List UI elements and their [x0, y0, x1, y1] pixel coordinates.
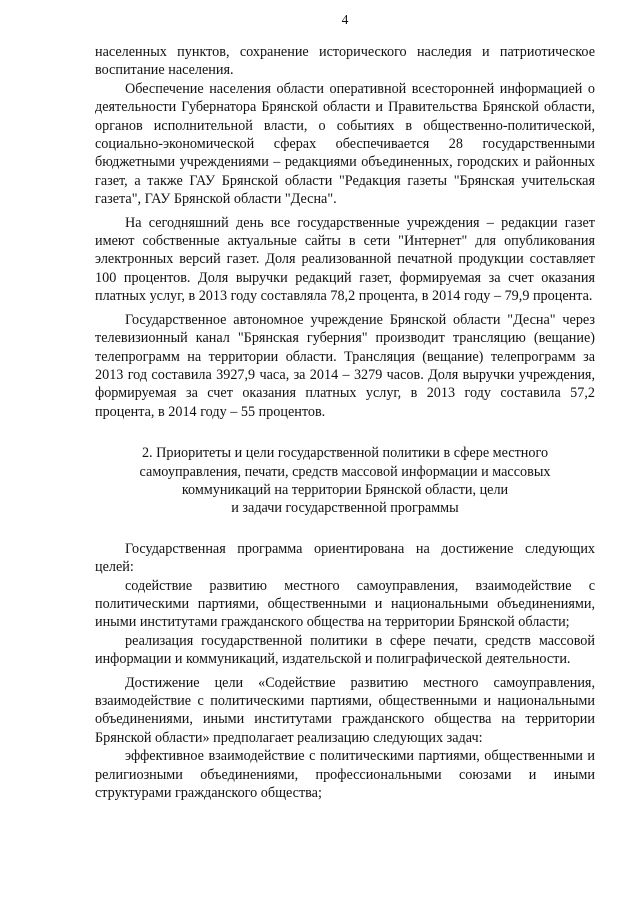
paragraph-newspaper-websites: На сегодняшний день все государственные учреждения – редакции газет имеют собственные актуальные сайты в сети "Интернет" для опубликования электронных версий газет. Доля реализованной печатной продукции составляет 100 процентов. Доля выручки редакций газет, формируемая за счет оказания платных услуг, в 2013 году составляла 78,2 процента, в 2014 году – 79,9 процента. — [95, 214, 595, 305]
document-page — [95, 0, 595, 905]
page-number: 4 — [341, 12, 349, 27]
paragraph-desna-broadcasting: Государственное автономное учреждение Брянской области "Десна" через телевизионный канал "Брянская губерния" производит трансляцию (вещание) телепрограмм на территории области. Трансляция (вещание) телепрограмм за 2013 год составила 3927,9 часа, за 2014 – 3279 часов. Доля выручки учреждения, формируемая за счет оказания платных услуг, в 2013 году составила 57,2 процента, в 2014 году – 55 процентов. — [95, 311, 595, 420]
section-heading-line: и задачи государственной программы — [231, 500, 459, 517]
paragraph-goal-press-policy: реализация государственной политики в сфере печати, средств массовой информации и коммуникаций, издательской и полиграфической деятельности. — [95, 632, 595, 668]
section-heading — [95, 444, 595, 518]
paragraph-information-provision: Обеспечение населения области оперативной всесторонней информацией о деятельности Губернатора Брянской области и Правительства Брянской области, органов исполнительной власти, о событиях в общественно-политической, социально-экономической сферах обеспечивается 28 государственными бюджетными учреждениями – редакциями объединенных, городских и районных газет, а также ГАУ Брянской области "Редакция газеты "Брянская учительская газета", ГАУ Брянской области "Десна". — [95, 80, 595, 208]
document-body — [95, 43, 595, 802]
section-heading-line: коммуникаций на территории Брянской области, цели — [181, 481, 509, 498]
paragraph-goal-achievement: Достижение цели «Содействие развитию местного самоуправления, взаимодействие с политическими партиями, общественными и национальными объединениями, иными институтами гражданского общества на территории Брянской области» предполагает реализацию следующих задач: — [95, 674, 595, 746]
paragraph-goal-local-government: содействие развитию местного самоуправления, взаимодействие с политическими партиями, общественными и национальными объединениями, иными институтами гражданского общества на территории Брянской области; — [95, 577, 595, 631]
section-heading-line: самоуправления, печати, средств массовой информации и массовых — [139, 463, 551, 480]
paragraph-program-goals-intro: Государственная программа ориентирована на достижение следующих целей: — [95, 540, 595, 576]
paragraph-continuation: населенных пунктов, сохранение исторического наследия и патриотическое воспитание населения. — [95, 44, 595, 79]
paragraph-task-interaction: эффективное взаимодействие с политическими партиями, общественными и религиозными объединениями, профессиональными союзами и иными структурами гражданского общества; — [95, 748, 595, 802]
section-heading-line: 2. Приоритеты и цели государственной политики в сфере местного — [141, 445, 549, 462]
